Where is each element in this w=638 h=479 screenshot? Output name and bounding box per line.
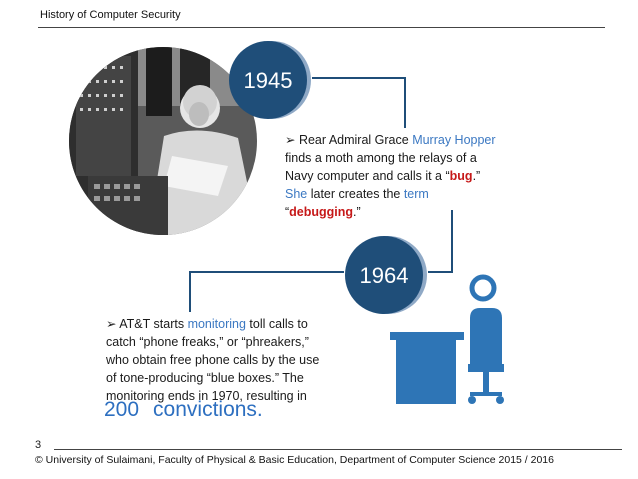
convictions-label: convictions.	[153, 398, 263, 421]
text-run: later creates the	[307, 187, 404, 201]
milestone-1945-text	[285, 131, 525, 221]
page-number: 3	[35, 439, 42, 451]
text-line	[285, 185, 525, 203]
footer-credit: © University of Sulaimani, Faculty of Physical & Basic Education, Department of Computer Science 2015 / 2016	[35, 454, 554, 466]
text-line	[106, 351, 366, 369]
highlight-term: term	[403, 187, 429, 201]
text-run: ➢ Rear Admiral Grace	[285, 133, 413, 147]
text-run: who obtain free phone calls by the use	[106, 353, 320, 367]
text-run: catch “phone freaks,” or “phreakers,”	[106, 335, 309, 349]
text-line	[106, 369, 366, 387]
text-line	[285, 203, 525, 221]
text-line	[285, 167, 525, 185]
text-line	[285, 131, 525, 149]
highlight-term: monitoring	[187, 317, 246, 331]
text-run: finds a moth among the relays of a	[285, 151, 477, 165]
year-label: 1964	[359, 263, 409, 288]
person-at-desk-icon	[386, 268, 526, 408]
convictions-count: 200	[104, 398, 140, 421]
text-run: .”	[472, 169, 481, 183]
slide-title: History of Computer Security	[40, 9, 181, 21]
text-line	[285, 149, 525, 167]
emphasis-term: debugging	[289, 205, 354, 219]
year-badge-1945	[228, 38, 312, 122]
highlight-term: Murray Hopper	[412, 133, 496, 147]
text-run: toll calls to	[245, 317, 308, 331]
footer-divider	[54, 449, 622, 450]
text-run: Navy computer and calls it a “	[285, 169, 450, 183]
text-line	[106, 333, 366, 351]
year-label: 1945	[243, 68, 293, 93]
highlight-term: She	[285, 187, 308, 201]
emphasis-term: bug	[449, 169, 473, 183]
text-run: monitoring ends in 1970, resulting in	[106, 389, 307, 403]
text-run: ➢ AT&T starts	[106, 317, 188, 331]
convictions-highlight	[104, 398, 277, 422]
text-run: “	[285, 205, 290, 219]
text-run: of tone-producing “blue boxes.” The	[106, 371, 304, 385]
text-line	[106, 315, 366, 333]
text-run: .”	[353, 205, 361, 219]
milestone-1964-text	[106, 315, 366, 405]
